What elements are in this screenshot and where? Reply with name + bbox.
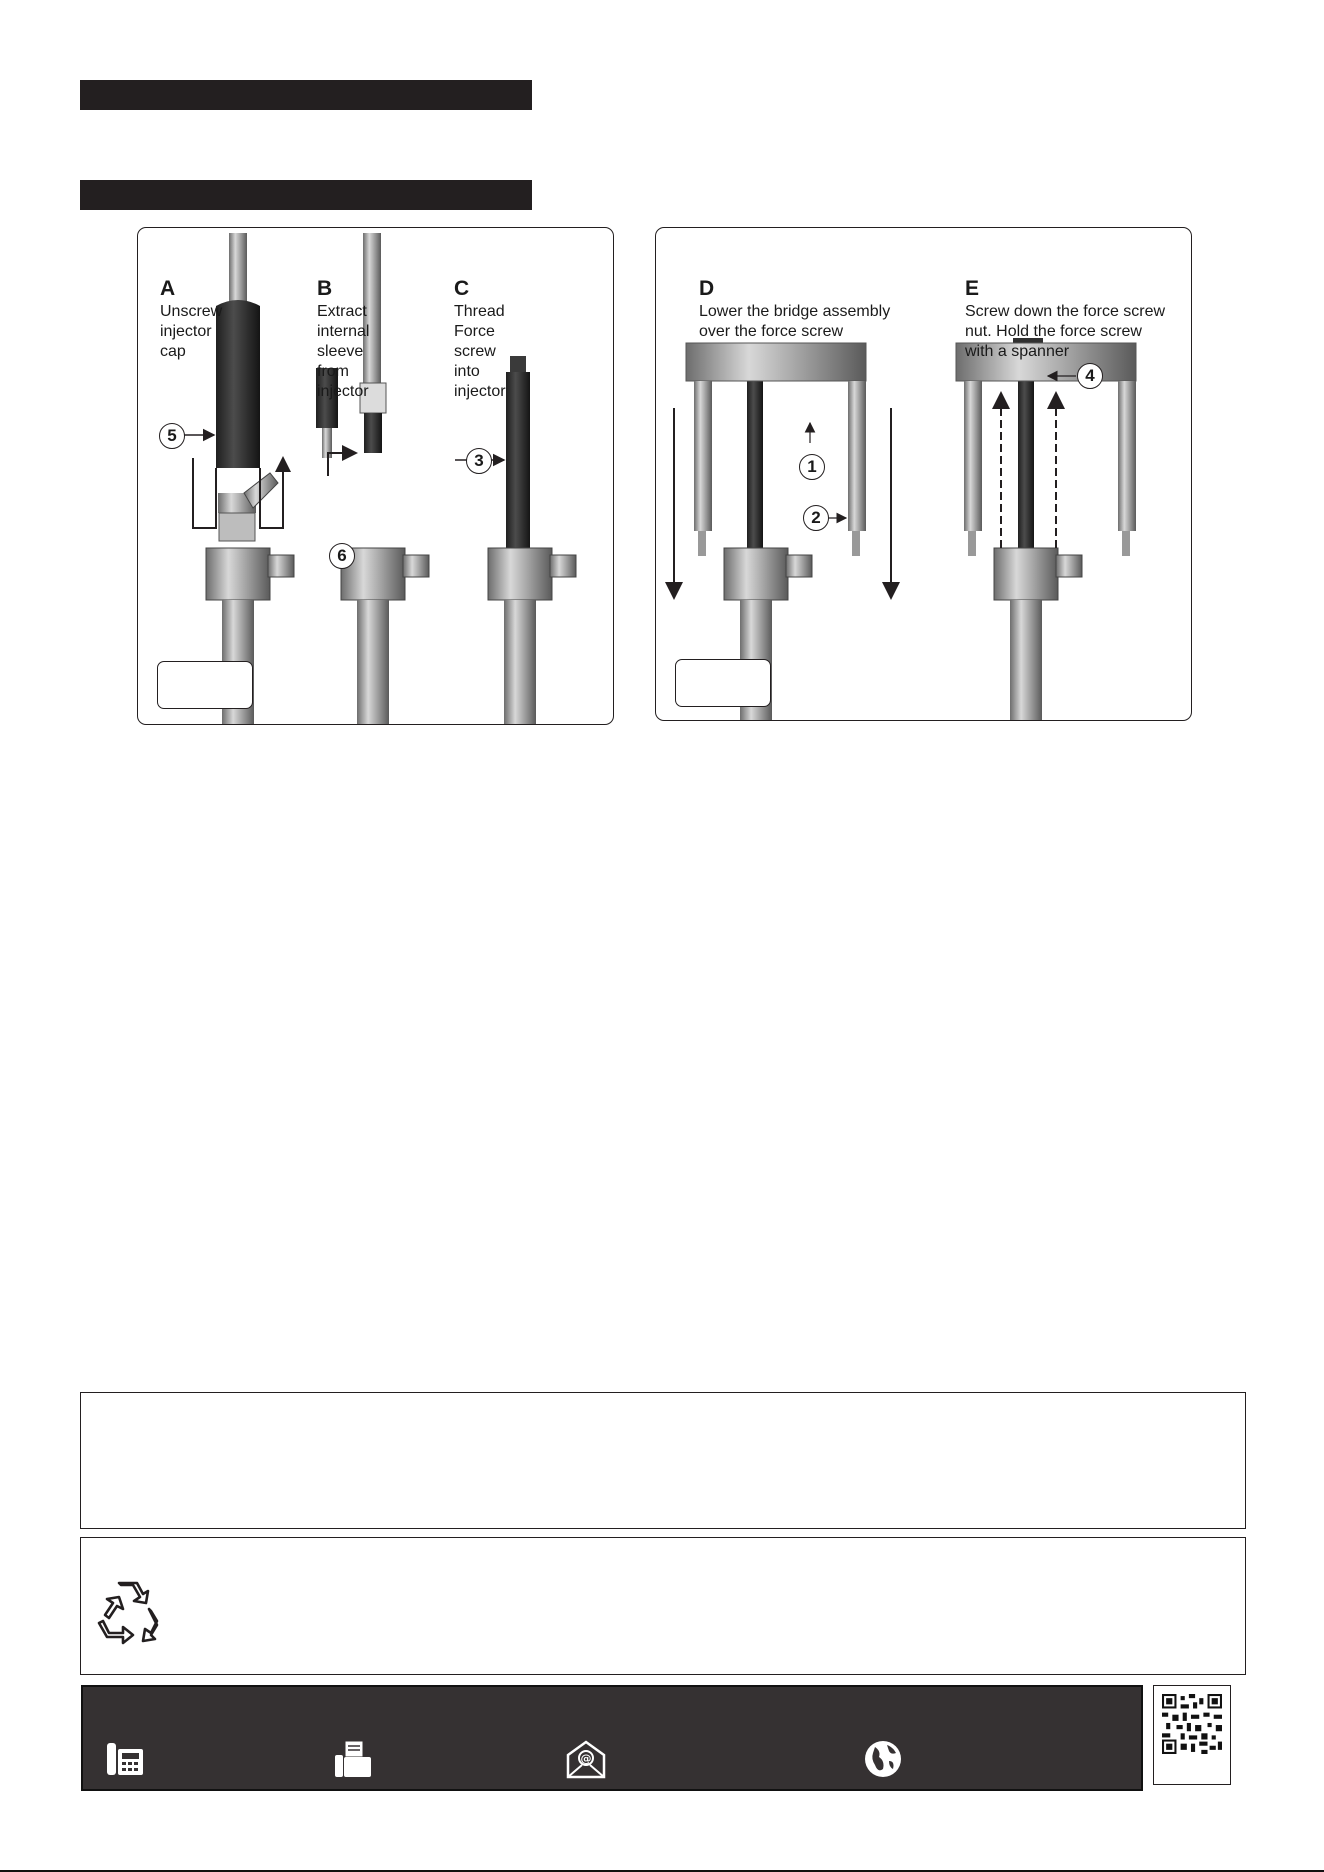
figure-panel-left xyxy=(137,227,614,725)
step-e-caption: E Screw down the force screw nut. Hold the force screw with a spanner xyxy=(965,277,1166,360)
section-header-bar-2 xyxy=(80,180,532,210)
phone-icon xyxy=(105,1739,145,1779)
recycle-icon xyxy=(93,1575,163,1645)
step-a-caption: A Unscrew injector cap xyxy=(160,277,223,360)
svg-text:@: @ xyxy=(580,1752,592,1765)
figure-label-box xyxy=(675,659,771,707)
notice-box xyxy=(80,1392,1246,1529)
bridge-assembly-e xyxy=(956,338,1136,720)
contact-footer xyxy=(81,1685,1143,1791)
qr-code-pattern xyxy=(1162,1694,1222,1754)
callout-3: 3 xyxy=(466,448,492,474)
callout-5: 5 xyxy=(159,423,185,449)
step-c-caption: C Thread Force screw into injector xyxy=(454,277,506,400)
callout-6: 6 xyxy=(329,543,355,569)
globe-icon xyxy=(863,1739,903,1779)
callout-1: 1 xyxy=(799,454,825,480)
injector-c xyxy=(455,356,576,724)
callout-2: 2 xyxy=(803,505,829,531)
environment-box xyxy=(80,1537,1246,1675)
email-icon xyxy=(565,1739,607,1779)
qr-code xyxy=(1153,1685,1231,1785)
step-d-caption: D Lower the bridge assembly over the force screw xyxy=(699,277,891,340)
callout-4: 4 xyxy=(1077,363,1103,389)
section-header-bar-1 xyxy=(80,80,532,110)
figure-label-box xyxy=(157,661,253,709)
figure-panel-right xyxy=(655,227,1192,721)
fax-icon xyxy=(333,1739,373,1779)
step-b-caption: B Extract internal sleeve from injector xyxy=(317,277,370,400)
